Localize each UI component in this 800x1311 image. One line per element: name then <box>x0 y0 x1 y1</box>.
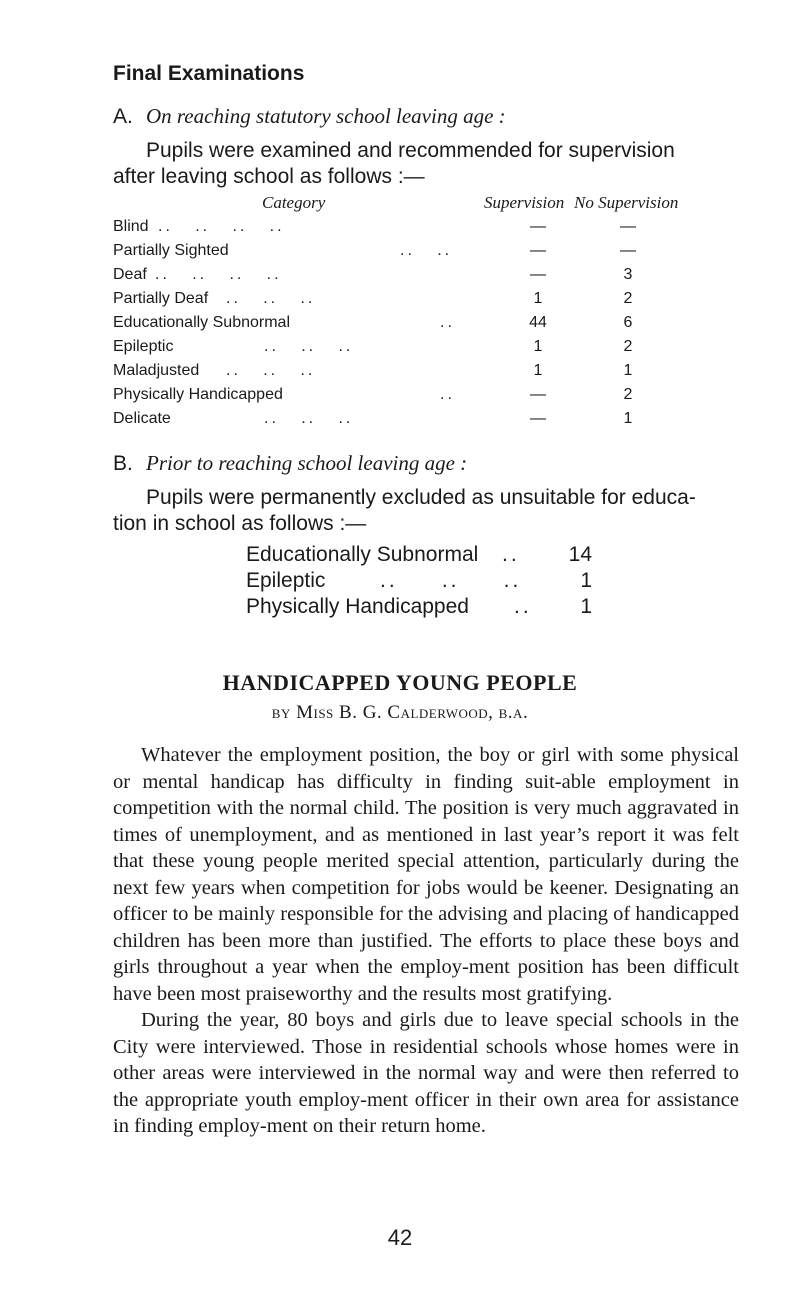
section-a-intro-line2: after leaving school as follows :— <box>113 165 425 188</box>
section-a-title: On reaching statutory school leaving age : <box>146 104 506 128</box>
section-b-intro-line2: tion in school as follows :— <box>113 512 367 535</box>
article-title: HANDICAPPED YOUNG PEOPLE <box>222 670 578 695</box>
row-no-supervision: 1 <box>623 362 633 379</box>
table-row: Partially Sighted .. .. — — <box>0 242 800 266</box>
exclusion-count: 1 <box>580 569 592 592</box>
row-no-supervision: 1 <box>623 410 633 427</box>
section-b-intro-line1: Pupils were permanently excluded as unsuitable for educa- <box>146 486 696 509</box>
row-no-supervision: 6 <box>623 314 633 331</box>
row-no-supervision: 2 <box>623 386 633 403</box>
row-no-supervision: 2 <box>623 338 633 355</box>
row-category: Delicate <box>113 410 171 427</box>
row-category: Maladjusted <box>113 362 200 379</box>
row-supervision: 1 <box>533 338 543 355</box>
section-b-title: Prior to reaching school leaving age : <box>146 451 468 475</box>
list-item: Epileptic .. .. .. 1 <box>246 569 592 592</box>
table-row: Delicate .. .. .. — 1 <box>0 410 800 434</box>
section-a-intro-line1: Pupils were examined and recommended for supervision <box>146 139 675 162</box>
row-no-supervision: 2 <box>623 290 633 307</box>
row-category: Blind <box>113 218 149 235</box>
table-row: Physically Handicapped .. — 2 <box>0 386 800 410</box>
table-row: Maladjusted .. .. .. 1 1 <box>0 362 800 386</box>
row-category: Partially Sighted <box>113 242 229 259</box>
row-category: Partially Deaf <box>113 290 209 307</box>
exclusion-count: 14 <box>568 543 592 566</box>
page-number: 42 <box>387 1225 413 1250</box>
row-category: Epileptic <box>113 338 174 355</box>
row-category: Deaf <box>113 266 147 283</box>
table-row: Partially Deaf .. .. .. 1 2 <box>0 290 800 314</box>
section-a-label: A. <box>113 105 133 128</box>
exclusion-count: 1 <box>580 595 592 618</box>
article-body <box>113 742 739 1140</box>
table-row: Deaf .. .. .. .. — 3 <box>0 266 800 290</box>
row-no-supervision: — <box>620 242 636 259</box>
list-item: Educationally Subnormal .. 14 <box>246 543 592 566</box>
row-no-supervision: — <box>620 218 636 235</box>
list-item: Physically Handicapped .. 1 <box>246 595 592 618</box>
section-b-label: B. <box>113 452 133 475</box>
article-paragraph: During the year, 80 boys and girls due to leave special schools in the City were interviewed. Those in residential schools whose homes were in other areas were interviewed in the normal way and were then referred to the appropriate youth employ-ment officer in their own area for assistance in finding employ-ment on their return home. <box>113 1009 739 1137</box>
column-header-supervision: Supervision <box>484 193 565 212</box>
row-supervision: — <box>530 242 546 259</box>
row-category: Physically Handicapped <box>113 386 283 403</box>
column-header-category: Category <box>262 193 326 212</box>
exclusion-category: Physically Handicapped <box>246 595 469 618</box>
article-byline: by Miss B. G. Calderwood, b.a. <box>271 702 529 723</box>
article-paragraph: Whatever the employment position, the boy or girl with some physical or mental handicap has difficulty in finding suit-able employment in competition with the normal child. The position is very much aggravated in times of unemployment, and as mentioned in last year’s report it was felt that these young people merited special attention, particularly during the next few years when competition for jobs would be keener. Designating an officer to be mainly responsible for the advising and placing of handicapped children has been more than justified. The efforts to place these boys and girls throughout a year when the employ-ment position has been difficult have been most praiseworthy and the results most gratifying. <box>113 744 739 1005</box>
table-row: Blind .. .. .. .. — — <box>0 218 800 242</box>
table-row: Epileptic .. .. .. 1 2 <box>0 338 800 362</box>
row-supervision: 44 <box>529 314 547 331</box>
row-supervision: — <box>530 386 546 403</box>
row-supervision: 1 <box>533 290 543 307</box>
table-row: Educationally Subnormal .. 44 6 <box>0 314 800 338</box>
exclusion-category: Epileptic <box>246 569 326 592</box>
page-heading: Final Examinations <box>113 62 305 85</box>
row-supervision: 1 <box>533 362 543 379</box>
row-supervision: — <box>530 410 546 427</box>
row-supervision: — <box>530 218 546 235</box>
row-supervision: — <box>530 266 546 283</box>
column-header-no-supervision: No Supervision <box>574 193 679 212</box>
row-no-supervision: 3 <box>623 266 633 283</box>
exclusion-category: Educationally Subnormal <box>246 543 479 566</box>
row-category: Educationally Subnormal <box>113 314 290 331</box>
